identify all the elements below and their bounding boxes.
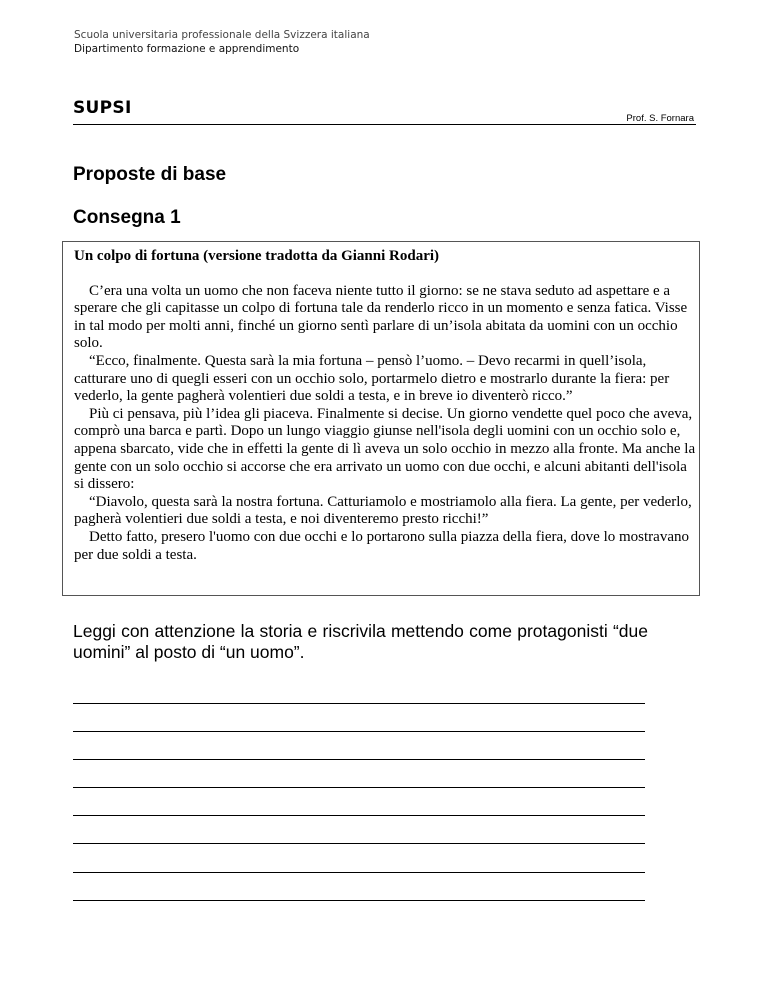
answer-line[interactable]: [73, 703, 645, 704]
story-paragraph: C’era una volta un uomo che non faceva niente tutto il giorno: se ne stava seduto ad aspettare e a sperare che gli capitasse un colpo di fortuna tale da renderlo ricco in un momento e senza fatica. Visse in tal modo per molti anni, finché un giorno sentì parlare di un’isola abitata da uomini con un occhio solo.: [74, 282, 688, 352]
story-title: Un colpo di fortuna (versione tradotta da Gianni Rodari): [74, 248, 440, 264]
story-paragraph: “Ecco, finalmente. Questa sarà la mia fortuna – pensò l’uomo. – Devo recarmi in quell’isola, catturare uno di quegli esseri con un occhio solo, portarmelo dietro e mostrarlo durante la fiera: per vederlo, la gente pagherà volentieri due soldi a testa, e in breve io diventerò ricco.”: [74, 352, 670, 405]
header-divider: [73, 124, 696, 125]
story-paragraph: Più ci pensava, più l’idea gli piaceva. Finalmente si decise. Un giorno vendette quel poco che aveva, comprò una barca e partì. Dopo un lungo viaggio giunse nell'isola degli uomini con un occhio solo e, appena sbarcato, vide che in effetti la gente di lì aveva un solo occhio in mezzo alla fronte. Ma anche la gente con un solo occhio si accorse che era arrivato un uomo con due occhi, e alcuni abitanti dell'isola si dissero:: [74, 405, 696, 493]
answer-line[interactable]: [73, 731, 645, 732]
answer-line[interactable]: [73, 872, 645, 873]
answer-line[interactable]: [73, 900, 645, 901]
answer-line[interactable]: [73, 843, 645, 844]
institution-name: Scuola universitaria professionale della Svizzera italiana: [74, 29, 370, 41]
answer-line[interactable]: [73, 787, 645, 788]
task-instruction: Leggi con attenzione la storia e riscrivila mettendo come protagonisti “due uomini” al posto di “un uomo”.: [73, 621, 648, 662]
story-box: [62, 241, 700, 596]
page-title: Proposte di base: [73, 164, 227, 185]
author-name: Prof. S. Fornara: [626, 113, 694, 124]
answer-line[interactable]: [73, 815, 645, 816]
institution-header: [74, 28, 370, 56]
answer-line[interactable]: [73, 759, 645, 760]
story-paragraph: Detto fatto, presero l'uomo con due occhi e lo portarono sulla piazza della fiera, dove lo mostravano per due soldi a testa.: [74, 528, 689, 563]
brand-logo: SUPSI: [73, 98, 132, 118]
department-name: Dipartimento formazione e apprendimento: [74, 43, 300, 55]
section-title: Consegna 1: [73, 207, 181, 228]
story-paragraph: “Diavolo, questa sarà la nostra fortuna. Catturiamolo e mostriamolo alla fiera. La gente, per vederlo, pagherà volentieri due soldi a testa, e noi diventeremo presto ricchi!”: [74, 493, 692, 528]
